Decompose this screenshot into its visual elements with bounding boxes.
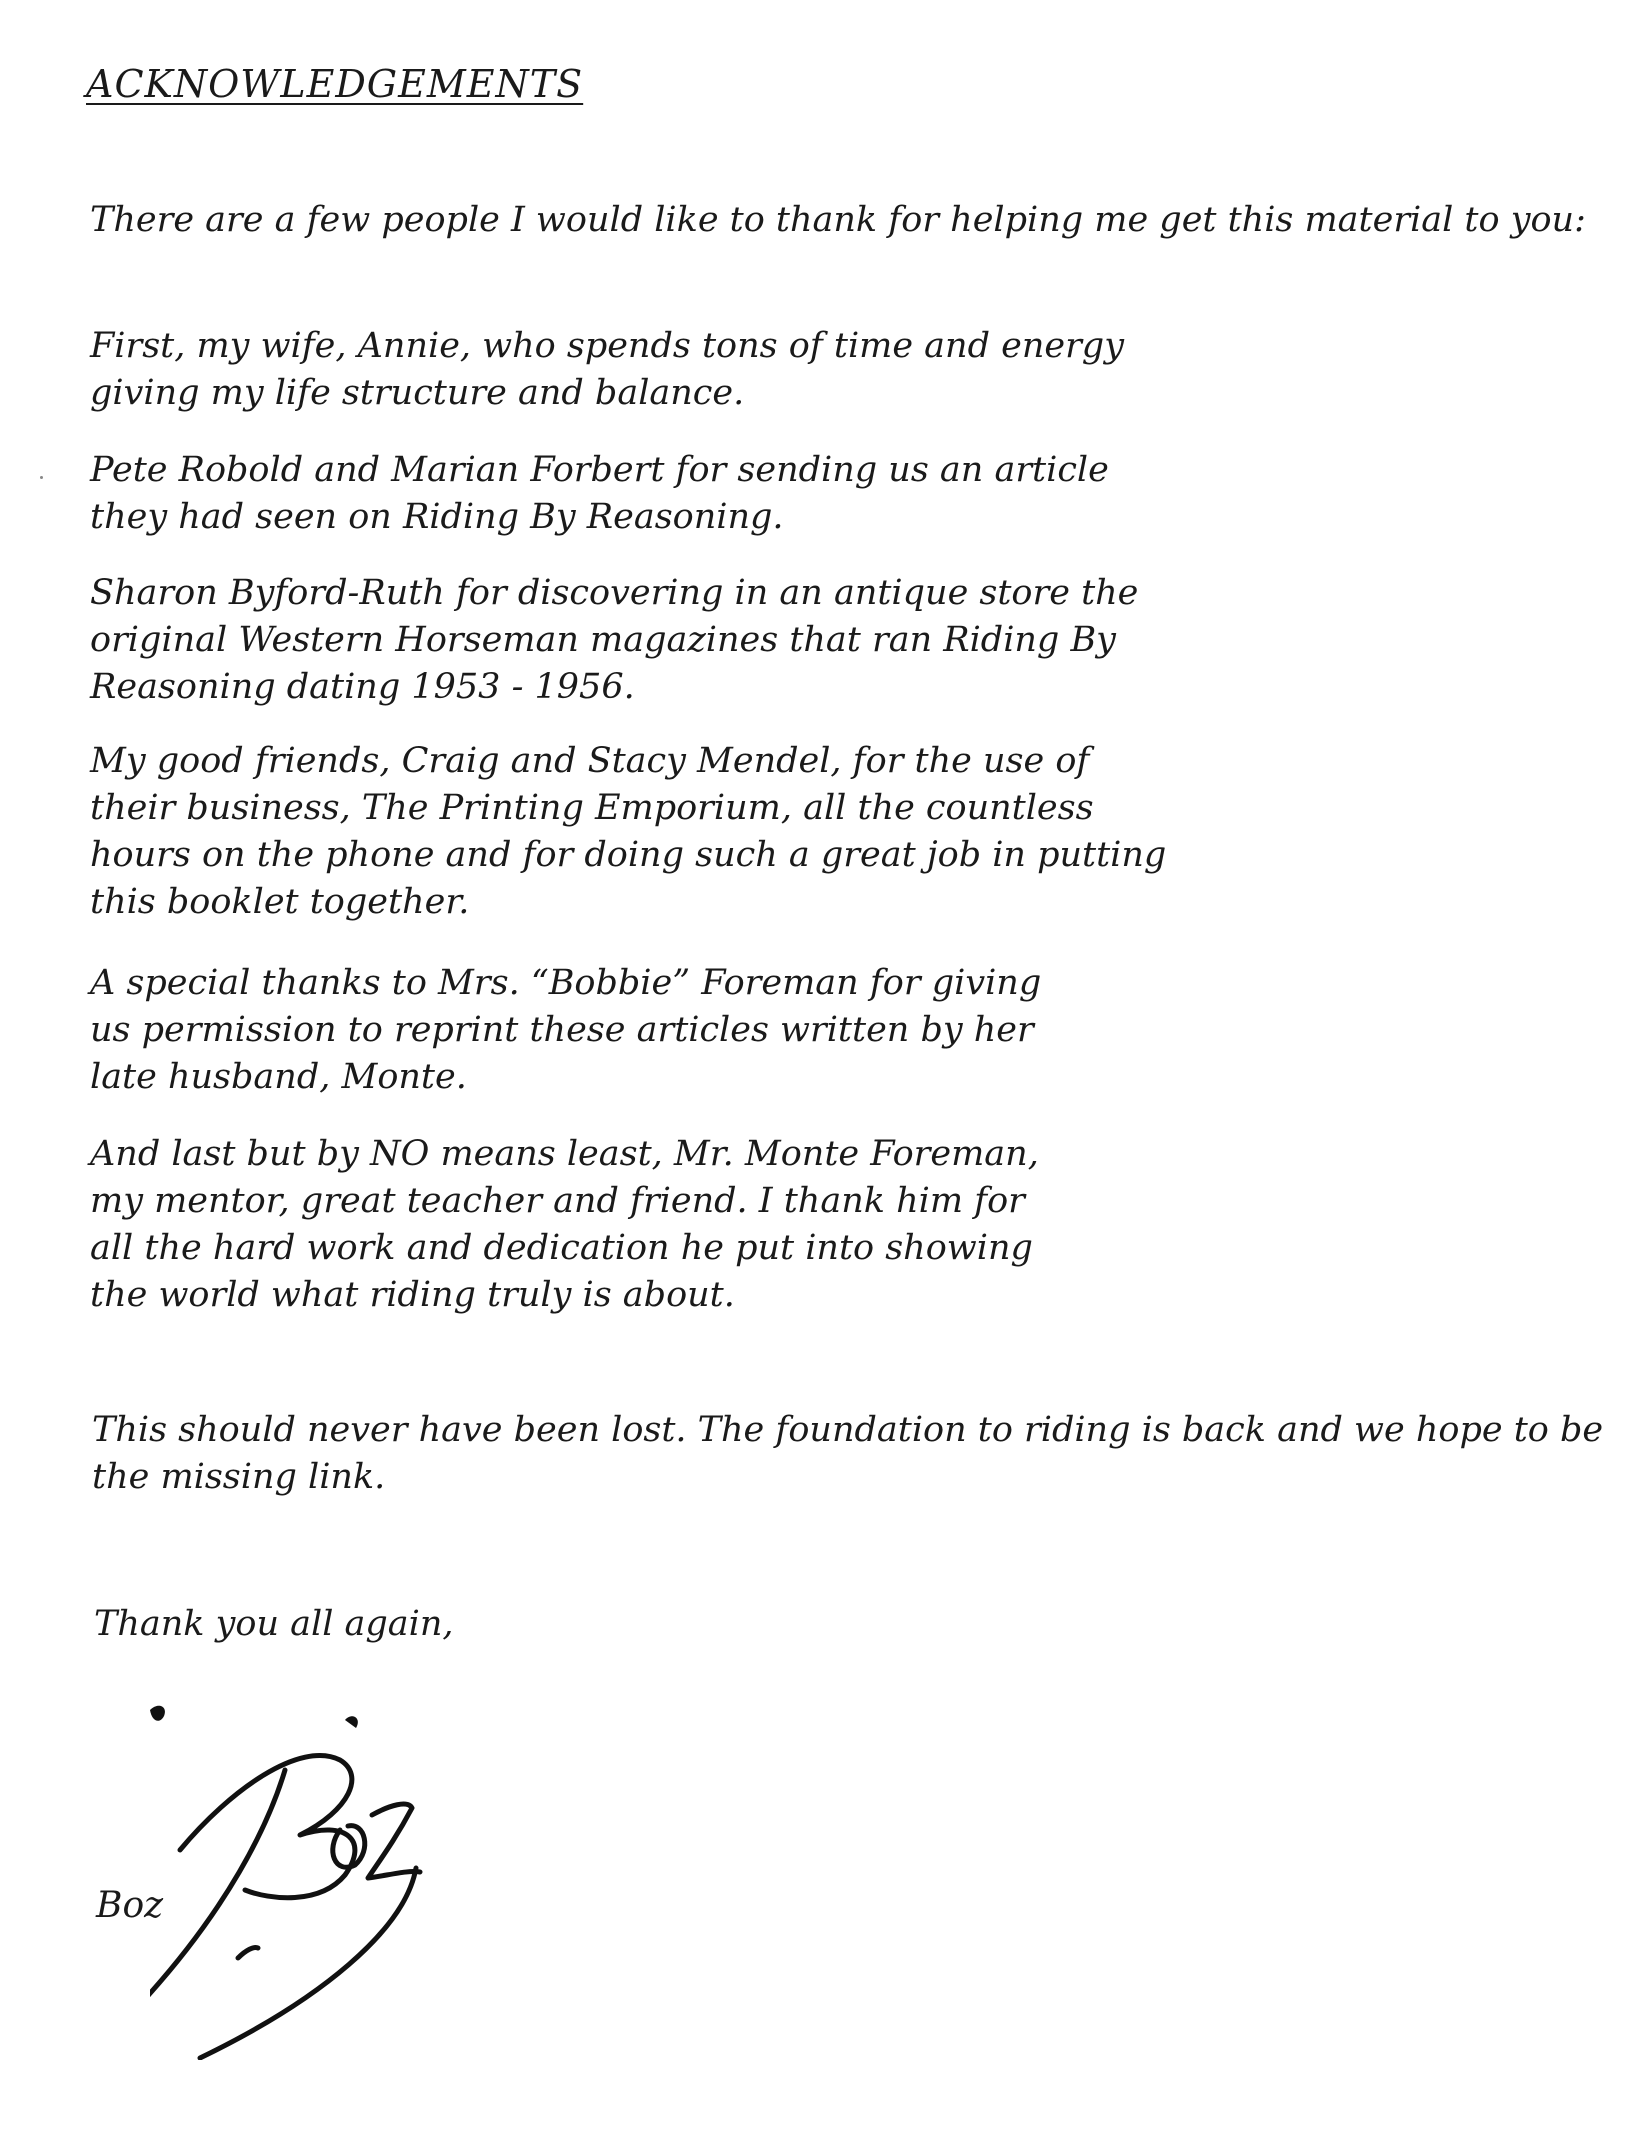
paragraph-line: all the hard work and dedication he put into showing — [90, 1228, 1033, 1268]
paragraph-robold-forbert — [90, 447, 1109, 541]
paragraph-line: late husband, Monte. — [90, 1057, 467, 1097]
scan-speck — [40, 476, 43, 479]
paragraph-wife — [90, 323, 1124, 417]
paragraph-line: this booklet together. — [90, 882, 470, 922]
page-heading: ACKNOWLEDGEMENTS — [86, 62, 584, 106]
paragraph-monte-foreman — [90, 1131, 1039, 1319]
paragraph-line: hours on the phone and for doing such a great job in putting — [90, 835, 1167, 875]
paragraph-line: the missing link. — [92, 1457, 386, 1497]
closing-paragraph — [92, 1407, 1603, 1501]
paragraph-line: the world what riding truly is about. — [90, 1275, 735, 1315]
intro-text: There are a few people I would like to thank for helping me get this material to you: — [90, 200, 1586, 240]
paragraph-bobbie-foreman — [90, 960, 1041, 1101]
paragraph-line: This should never have been lost. The foundation to riding is back and we hope to be — [92, 1410, 1604, 1450]
paragraph-line: giving my life structure and balance. — [90, 373, 745, 413]
paragraph-line: First, my wife, Annie, who spends tons of time and energy — [90, 326, 1124, 366]
paragraph-line: Pete Robold and Marian Forbert for sending us an article — [90, 450, 1109, 490]
paragraph-line: My good friends, Craig and Stacy Mendel, for the use of — [90, 741, 1090, 781]
paragraph-line: their business, The Printing Emporium, all the countless — [90, 788, 1094, 828]
paragraph-mendel — [90, 738, 1166, 926]
paragraph-byford-ruth — [90, 570, 1138, 711]
paragraph-line: And last but by NO means least, Mr. Monte Foreman, — [90, 1134, 1039, 1174]
paragraph-line: original Western Horseman magazines that ran Riding By — [90, 620, 1116, 660]
paragraph-line: Sharon Byford-Ruth for discovering in an antique store the — [90, 573, 1139, 613]
signoff-text: Thank you all again, — [94, 1604, 454, 1644]
paragraph-line: A special thanks to Mrs. “Bobbie” Foreman for giving — [90, 963, 1042, 1003]
paragraph-line: Reasoning dating 1953 - 1956. — [90, 667, 635, 707]
signer-name: Boz — [96, 1885, 164, 1926]
paragraph-line: my mentor, great teacher and friend. I thank him for — [90, 1181, 1025, 1221]
paragraph-line: they had seen on Riding By Reasoning. — [90, 497, 784, 537]
paragraph-line: us permission to reprint these articles written by her — [90, 1010, 1034, 1050]
handwritten-signature — [150, 1700, 510, 2060]
